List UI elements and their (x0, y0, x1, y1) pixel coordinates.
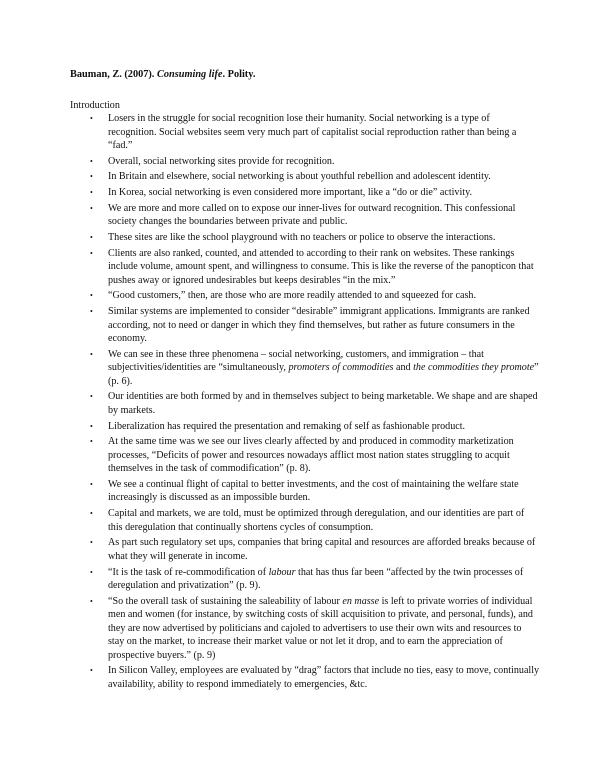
bullet-text-run: ” (p. 6). (108, 362, 539, 387)
bullet-dot-icon: • (90, 349, 93, 359)
bullet-text-run: Clients are also ranked, counted, and attended to according to their rank on websites. These rankings include volume, amount spent, and willingness to consume. This is like the reverse of the panopticon that pushes away or ignored undesirables but keeps desirables “in the mix.” (108, 247, 534, 286)
bullet-item (70, 507, 540, 534)
bullet-text (108, 306, 530, 344)
bullet-text-run: is left to private worries of individual men and women (for instance, by switching costs of skill acquisition to private, and personal, funds), and they are now advertised by politicians and cajoled to advertisers to use their own wits and resources to stay on the market, to increase their market value or not let it drop, and to earn the appreciation of prospective buyers.” (p. 9) (108, 595, 533, 661)
bullet-item (70, 112, 540, 153)
bullet-text (108, 156, 335, 167)
bullet-text-run: Losers in the struggle for social recognition lose their humanity. Social networking is a type of recognition. Social websites seem very much part of capitalist social reproduction rather than being a “fad.” (108, 113, 517, 151)
bullet-text (108, 248, 534, 286)
bullet-item (70, 348, 540, 389)
bullet-text-run: that has thus far been “affected by the twin processes of deregulation and privatization” (p. 9). (108, 566, 524, 591)
document-page (70, 68, 540, 694)
bullet-text (108, 171, 491, 182)
citation-author-year: Bauman, Z. (2007). (70, 69, 157, 80)
bullet-text-run: We see a continual flight of capital to better investments, and the cost of maintaining the welfare state increasingly is discussed as an impossible burden. (108, 478, 519, 504)
bullet-item (70, 186, 540, 200)
bullet-dot-icon: • (90, 666, 93, 676)
bullet-text (108, 596, 533, 661)
bullet-text-run: and (393, 362, 414, 374)
bullet-text-run: Our identities are both formed by and in themselves subject to being marketable. We shape and are shaped by markets. (108, 391, 538, 416)
bullet-text-run: “Good customers,” then, are those who are more readily attended to and squeezed for cash. (108, 290, 476, 302)
bullet-item (70, 390, 540, 417)
bullet-text-italic: labour (268, 566, 296, 578)
bullet-item (70, 536, 540, 563)
bullet-item (70, 420, 540, 434)
citation-publisher: . Polity. (222, 69, 256, 80)
bullet-text (108, 290, 476, 301)
bullet-text (108, 567, 523, 592)
bullet-dot-icon: • (90, 538, 93, 548)
bullet-text-run: We are more and more called on to expose our inner-lives for outward recognition. This confessional society changes the boundaries between private and public. (108, 202, 516, 228)
bullet-text-run: “So the overall task of sustaining the saleability of labour (108, 595, 343, 607)
bullet-text-italic: promoters of commodities (288, 362, 394, 374)
bullet-text (108, 232, 495, 243)
bullet-item (70, 247, 540, 288)
bullet-dot-icon: • (90, 203, 93, 213)
bullet-dot-icon: • (90, 437, 93, 447)
bullet-item (70, 566, 540, 593)
bullet-text-run: As part such regulatory set ups, companies that bring capital and resources are afforded breaks because of what they will generate in income. (108, 537, 536, 562)
bullet-text (108, 113, 516, 151)
bullet-text-run: “It is the task of re-commodification of (108, 566, 269, 578)
citation-heading (70, 68, 540, 82)
bullet-text (108, 665, 539, 690)
bullet-text-italic: en masse (342, 595, 380, 607)
bullet-text-run: In Britain and elsewhere, social networking is about youthful rebellion and adolescent identity. (108, 171, 491, 183)
citation-book-title: Consuming life (156, 69, 223, 80)
bullet-item (70, 664, 540, 691)
bullet-text (108, 479, 519, 504)
bullet-item (70, 478, 540, 505)
bullet-text-run: In Korea, social networking is even considered more important, like a “do or die” activity. (108, 187, 473, 199)
bullet-dot-icon: • (90, 232, 93, 242)
bullet-item (70, 202, 540, 229)
bullet-text-run: In Silicon Valley, employees are evaluated by “drag” factors that include no ties, easy to move, continually availability, ability to respond immediately to emergencies, &tc. (108, 665, 540, 690)
bullet-dot-icon: • (90, 307, 93, 316)
bullet-text (108, 537, 535, 562)
bullet-text-run: Liberalization has required the presentation and remaking of self as fashionable product. (108, 420, 466, 432)
bullet-text (108, 436, 514, 474)
bullet-item (70, 435, 540, 476)
bullet-text (108, 349, 539, 387)
section-heading: Introduction (70, 99, 120, 111)
bullet-list (70, 112, 540, 691)
bullet-text-run: We can see in these three phenomena – social networking, customers, and immigration – that subjectivities/identities are “simultaneously, (108, 348, 484, 374)
bullet-dot-icon: • (90, 188, 93, 198)
bullet-dot-icon: • (90, 392, 93, 402)
bullet-item (70, 595, 540, 663)
bullet-text-italic: the commodities they promote (413, 362, 535, 374)
bullet-dot-icon: • (90, 248, 93, 258)
bullet-text (108, 203, 515, 228)
bullet-dot-icon: • (90, 114, 93, 123)
bullet-dot-icon: • (90, 172, 93, 182)
bullet-text-run: Overall, social networking sites provide for recognition. (108, 155, 335, 167)
bullet-text-run: Capital and markets, we are told, must be optimized through deregulation, and our identities are part of this deregulation that continually shortens cycles of consumption. (108, 508, 525, 533)
bullet-dot-icon: • (90, 509, 93, 519)
bullet-dot-icon: • (90, 567, 93, 577)
bullet-dot-icon: • (90, 479, 93, 489)
bullet-text (108, 421, 465, 432)
bullet-dot-icon: • (90, 291, 93, 301)
bullet-text-run: At the same time was we see our lives clearly affected by and produced in commodity marketization processes, “Deficits of power and resources nowadays afflict most nation states struggling to acquit themselves in the task of commodification” (p. 8). (108, 436, 514, 475)
bullet-item (70, 155, 540, 169)
bullet-dot-icon: • (90, 156, 93, 166)
bullet-text-run: These sites are like the school playground with no teachers or police to observe the interactions. (108, 231, 496, 243)
bullet-dot-icon: • (90, 421, 93, 431)
bullet-text-run: Similar systems are implemented to consider “desirable” immigrant applications. Immigrants are ranked according, not to need or danger in which they find themselves, but rather as future consumers in the economy. (108, 306, 530, 344)
bullet-text (108, 391, 538, 416)
bullet-item (70, 231, 540, 245)
bullet-item (70, 305, 540, 346)
bullet-item (70, 289, 540, 303)
bullet-text (108, 187, 472, 198)
bullet-dot-icon: • (90, 596, 93, 606)
bullet-text (108, 508, 524, 533)
bullet-item (70, 170, 540, 184)
